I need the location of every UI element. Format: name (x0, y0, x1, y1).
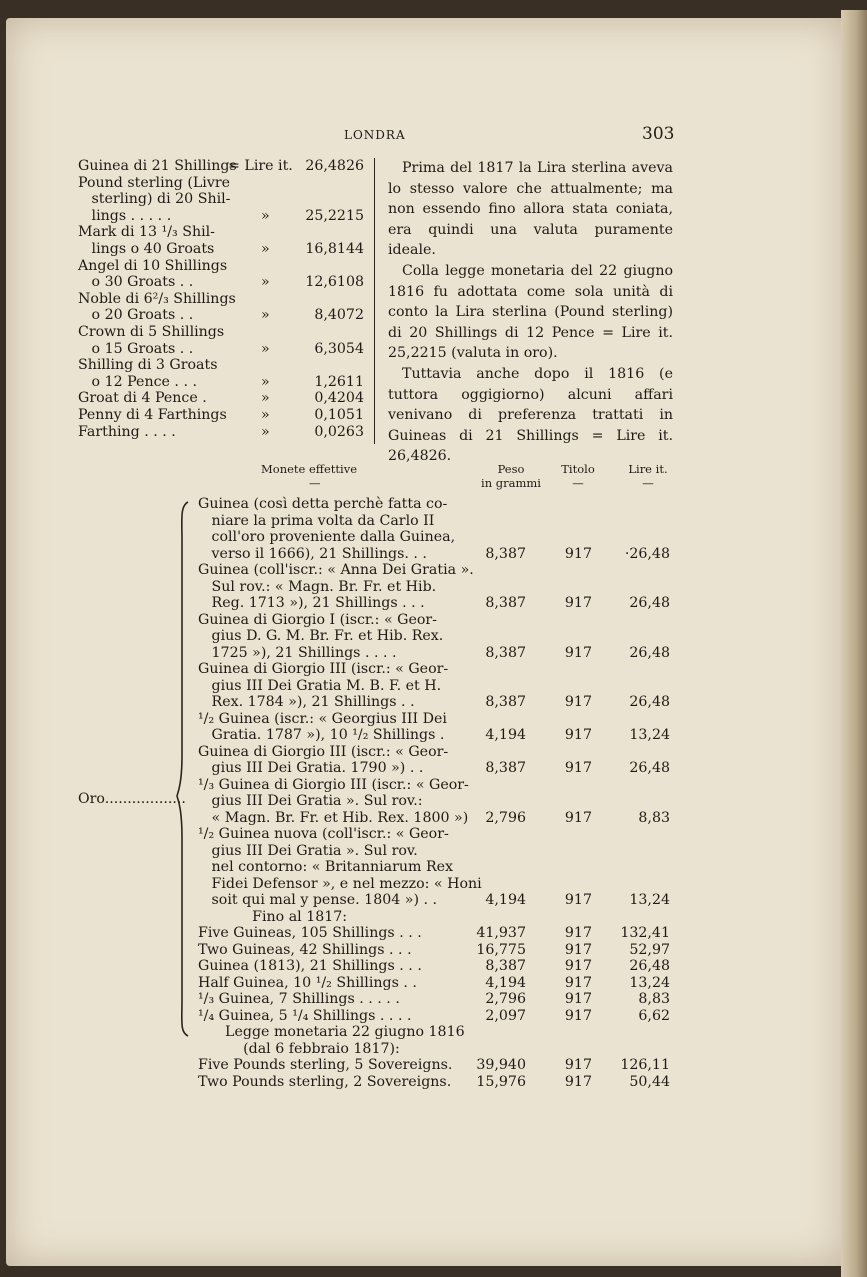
coin-value: 13,24 (629, 974, 670, 991)
coin-description: Guinea di Giorgio I (iscr.: « Geor- (198, 611, 437, 628)
coin-row (198, 876, 678, 893)
coin-fineness: 917 (564, 925, 592, 941)
coin-description: Guinea (coll'iscr.: « Anna Dei Gratia ». (198, 562, 474, 578)
conversion-text: Mark di 13 ¹/₃ Shil- (78, 224, 215, 241)
coin-row (198, 975, 678, 992)
coin-description: Half Guinea, 10 ¹/₂ Shillings . . (198, 974, 417, 991)
conversion-row (78, 357, 368, 374)
coin-value: 50,44 (629, 1073, 670, 1090)
coin-description: gius III Dei Gratia M. B. F. et H. (198, 677, 442, 694)
coin-row (198, 810, 678, 827)
coin-weight: 4,194 (485, 727, 526, 743)
coin-description: « Magn. Br. Fr. et Hib. Rex. 1800 ») (198, 809, 469, 826)
coin-value: 52,97 (629, 941, 670, 958)
coin-description: Five Pounds sterling, 5 Sovereigns. (198, 1057, 453, 1073)
coin-weight: 8,387 (485, 958, 526, 974)
coin-fineness: 917 (564, 545, 592, 562)
coin-row (198, 645, 678, 662)
coin-row (198, 513, 678, 530)
conversion-text: Crown di 5 Shillings (78, 323, 225, 340)
conversion-row (78, 258, 368, 275)
conversion-value: 12,6108 (305, 274, 364, 291)
conversion-row (78, 307, 368, 324)
coin-row (198, 496, 678, 513)
coin-row (198, 744, 678, 761)
coin-description: Guinea di Giorgio III (iscr.: « Geor- (198, 743, 449, 760)
coin-fineness: 917 (564, 892, 592, 908)
coin-row (198, 1041, 678, 1058)
coin-weight: 39,940 (476, 1057, 526, 1073)
conversion-row (78, 191, 368, 208)
coin-description: Fidei Defensor », e nel mezzo: « Honi (198, 875, 482, 892)
conversion-text: Penny di 4 Farthings (78, 406, 227, 423)
coin-description: Two Pounds sterling, 2 Sovereigns. (198, 1073, 452, 1090)
coin-description: Sul rov.: « Magn. Br. Fr. et Hib. (198, 578, 437, 595)
coin-description: Reg. 1713 »), 21 Shillings . . . (198, 595, 425, 611)
coin-weight: 4,194 (485, 974, 526, 991)
coin-value: 13,24 (629, 892, 670, 908)
conversion-text: sterling) di 20 Shil- (78, 191, 231, 208)
conversion-text: o 30 Groats . . (78, 274, 194, 291)
conversion-value: 6,3054 (314, 340, 364, 357)
conversion-row (78, 241, 368, 258)
conversion-row (78, 175, 368, 192)
coin-description: Guinea (1813), 21 Shillings . . . (198, 958, 422, 974)
coin-row (198, 678, 678, 695)
page-number: 303 (642, 124, 675, 144)
conversion-text: lings . . . . . (78, 207, 172, 224)
conversion-table (78, 158, 368, 440)
coin-row (198, 661, 678, 678)
coin-row (198, 909, 678, 926)
coin-fineness: 917 (564, 694, 592, 710)
paragraph: Colla legge monetaria del 22 giugno 1816 fu adottata come sola unità di conto la Lira sterlina (Pound sterling) di 20 Shillings di 12 Pence = Lire it. 25,2215 (valuta in oro). (388, 262, 673, 362)
coin-fineness: 917 (564, 974, 592, 991)
conversion-text: o 20 Groats . . (78, 307, 194, 324)
coin-value: ·26,48 (624, 545, 670, 562)
conversion-mark: » (261, 406, 270, 423)
coin-row (198, 942, 678, 959)
coin-description: Gratia. 1787 »), 10 ¹/₂ Shillings . (198, 727, 445, 743)
coin-value: 126,11 (620, 1057, 670, 1073)
coin-description: coll'oro proveniente dalla Guinea, (198, 529, 456, 545)
coin-row (198, 760, 678, 777)
header-titolo: Titolo — (561, 462, 595, 490)
conversion-mark: » (261, 340, 270, 357)
coin-description: Rex. 1784 »), 21 Shillings . . (198, 694, 415, 710)
coin-weight: 8,387 (485, 760, 526, 776)
conversion-text: Pound sterling (Livre (78, 174, 231, 191)
coin-value: 26,48 (629, 694, 670, 710)
coin-value: 6,62 (638, 1007, 670, 1024)
coin-weight: 8,387 (485, 545, 526, 562)
commentary-text (388, 158, 673, 467)
coin-weight: 2,097 (485, 1007, 526, 1024)
conversion-value: 16,8144 (305, 240, 364, 257)
conversion-value: 0,1051 (314, 406, 364, 423)
coin-value: 132,41 (620, 925, 670, 941)
conversion-row (78, 291, 368, 308)
coin-fineness: 917 (564, 941, 592, 958)
conversion-value: 0,0263 (314, 423, 364, 440)
coin-row (198, 579, 678, 596)
coin-fineness: 917 (564, 760, 592, 776)
coin-fineness: 917 (564, 1057, 592, 1073)
coin-fineness: 917 (564, 991, 592, 1007)
coin-value: 26,48 (629, 760, 670, 776)
coin-description: verso il 1666), 21 Shillings. . . (198, 545, 427, 562)
coin-row (198, 826, 678, 843)
conversion-text: Guinea di 21 Shillings (78, 158, 237, 174)
coin-row (198, 843, 678, 860)
coin-row (198, 793, 678, 810)
coin-description: Guinea di Giorgio III (iscr.: « Geor- (198, 661, 449, 677)
coin-row (198, 991, 678, 1008)
coin-description: gius III Dei Gratia ». Sul rov.: (198, 793, 423, 809)
coin-weight: 15,976 (476, 1073, 526, 1090)
paragraph: Tuttavia anche dopo il 1816 (e tuttora oggigiorno) alcuni affari venivano di preferenza trattati in Guineas di 21 Shillings = Lire it. 26,4826. (388, 365, 673, 465)
coin-row (198, 892, 678, 909)
conversion-text: lings o 40 Groats (78, 240, 215, 257)
coin-row (198, 546, 678, 563)
coin-weight: 41,937 (476, 925, 526, 941)
conversion-eq: = Lire it. (228, 158, 293, 174)
conversion-text: Groat di 4 Pence . (78, 390, 207, 407)
conversion-mark: » (261, 423, 270, 440)
coin-row (198, 777, 678, 794)
coin-row (198, 1074, 678, 1091)
header-monete: Monete effettive — (261, 462, 357, 490)
coin-weight: 2,796 (485, 809, 526, 826)
coin-row (198, 1024, 678, 1041)
running-head: LONDRA (344, 128, 406, 142)
coin-row (198, 859, 678, 876)
conversion-value: 1,2611 (314, 373, 364, 390)
conversion-value: 0,4204 (314, 390, 364, 407)
conversion-row (78, 390, 368, 407)
conversion-mark: » (261, 373, 270, 390)
page-edge (841, 10, 867, 1277)
coin-row (198, 694, 678, 711)
conversion-mark: » (261, 207, 270, 224)
coin-description: Fino al 1817: (198, 908, 348, 925)
coin-description: ¹/₄ Guinea, 5 ¹/₄ Shillings . . . . (198, 1007, 412, 1024)
coin-weight: 8,387 (485, 595, 526, 611)
coin-description: (dal 6 febbraio 1817): (198, 1040, 400, 1057)
paragraph: Prima del 1817 la Lira sterlina aveva lo stesso valore che attualmente; ma non essendo fino allora stata coniata, era quindi una valuta puramente ideale. (388, 160, 673, 259)
conversion-value: 8,4072 (314, 307, 364, 324)
coin-row (198, 925, 678, 942)
conversion-row (78, 407, 368, 424)
coin-description: gius D. G. M. Br. Fr. et Hib. Rex. (198, 628, 444, 644)
conversion-mark: » (261, 240, 270, 257)
coin-value: 26,48 (629, 644, 670, 661)
conversion-value: 25,2215 (305, 207, 364, 224)
conversion-row (78, 274, 368, 291)
header-peso: Peso in grammi (481, 462, 541, 490)
coin-row (198, 628, 678, 645)
coin-row (198, 612, 678, 629)
conversion-mark: » (261, 274, 270, 291)
conversion-text: o 12 Pence . . . (78, 373, 197, 390)
curly-brace (176, 500, 190, 1038)
coin-description: ¹/₂ Guinea nuova (coll'iscr.: « Geor- (198, 826, 449, 842)
coin-description: Two Guineas, 42 Shillings . . . (198, 941, 412, 958)
conversion-text: o 15 Groats . . (78, 340, 194, 357)
conversion-text: Noble di 6²/₃ Shillings (78, 290, 236, 307)
conversion-text: Farthing . . . . (78, 423, 176, 440)
conversion-row (78, 224, 368, 241)
conversion-mark: » (261, 390, 270, 407)
coin-description: Five Guineas, 105 Shillings . . . (198, 925, 422, 941)
conversion-row (78, 424, 368, 441)
oro-label: Oro.................. (78, 791, 186, 807)
coin-weight: 16,775 (476, 941, 526, 958)
coin-description: niare la prima volta da Carlo II (198, 512, 435, 529)
coin-row (198, 1057, 678, 1074)
conversion-mark: » (261, 307, 270, 324)
conversion-text: Angel di 10 Shillings (78, 257, 228, 274)
coin-description: ¹/₃ Guinea, 7 Shillings . . . . . (198, 991, 400, 1007)
coin-value: 8,83 (638, 809, 670, 826)
coin-row (198, 1008, 678, 1025)
coin-value: 13,24 (629, 727, 670, 743)
coin-fineness: 917 (564, 727, 592, 743)
coin-row (198, 958, 678, 975)
coin-fineness: 917 (564, 1073, 592, 1090)
coin-fineness: 917 (564, 595, 592, 611)
column-divider (374, 158, 375, 444)
conversion-value: 26,4826 (305, 158, 364, 174)
coin-description: 1725 »), 21 Shillings . . . . (198, 644, 397, 661)
coin-value: 8,83 (638, 991, 670, 1007)
coin-weight: 8,387 (485, 644, 526, 661)
coin-weight: 8,387 (485, 694, 526, 710)
coin-fineness: 917 (564, 644, 592, 661)
coin-value: 26,48 (629, 958, 670, 974)
coin-description: gius III Dei Gratia. 1790 ») . . (198, 760, 424, 776)
conversion-row (78, 374, 368, 391)
coin-description: gius III Dei Gratia ». Sul rov. (198, 842, 418, 859)
coin-value: 26,48 (629, 595, 670, 611)
coin-row (198, 529, 678, 546)
conversion-text: Shilling di 3 Groats (78, 357, 218, 374)
coin-description: soit qui mal y pense. 1804 ») . . (198, 892, 438, 908)
coin-row (198, 562, 678, 579)
coin-description: Guinea (così detta perchè fatta co- (198, 496, 448, 512)
coin-weight: 2,796 (485, 991, 526, 1007)
coin-weight: 4,194 (485, 892, 526, 908)
coin-row (198, 595, 678, 612)
coin-row (198, 727, 678, 744)
coin-row (198, 711, 678, 728)
coin-description: Legge monetaria 22 giugno 1816 (198, 1024, 465, 1040)
coin-description: ¹/₂ Guinea (iscr.: « Georgius III Dei (198, 710, 447, 727)
coin-fineness: 917 (564, 1007, 592, 1024)
coin-table (198, 496, 678, 1090)
conversion-row (78, 208, 368, 225)
coin-fineness: 917 (564, 809, 592, 826)
coin-description: ¹/₃ Guinea di Giorgio III (iscr.: « Geor- (198, 776, 469, 793)
conversion-row (78, 341, 368, 358)
coin-description: nel contorno: « Britanniarum Rex (198, 859, 454, 875)
header-lire: Lire it. — (628, 462, 668, 490)
conversion-row (78, 324, 368, 341)
coin-fineness: 917 (564, 958, 592, 974)
conversion-row (78, 158, 368, 175)
